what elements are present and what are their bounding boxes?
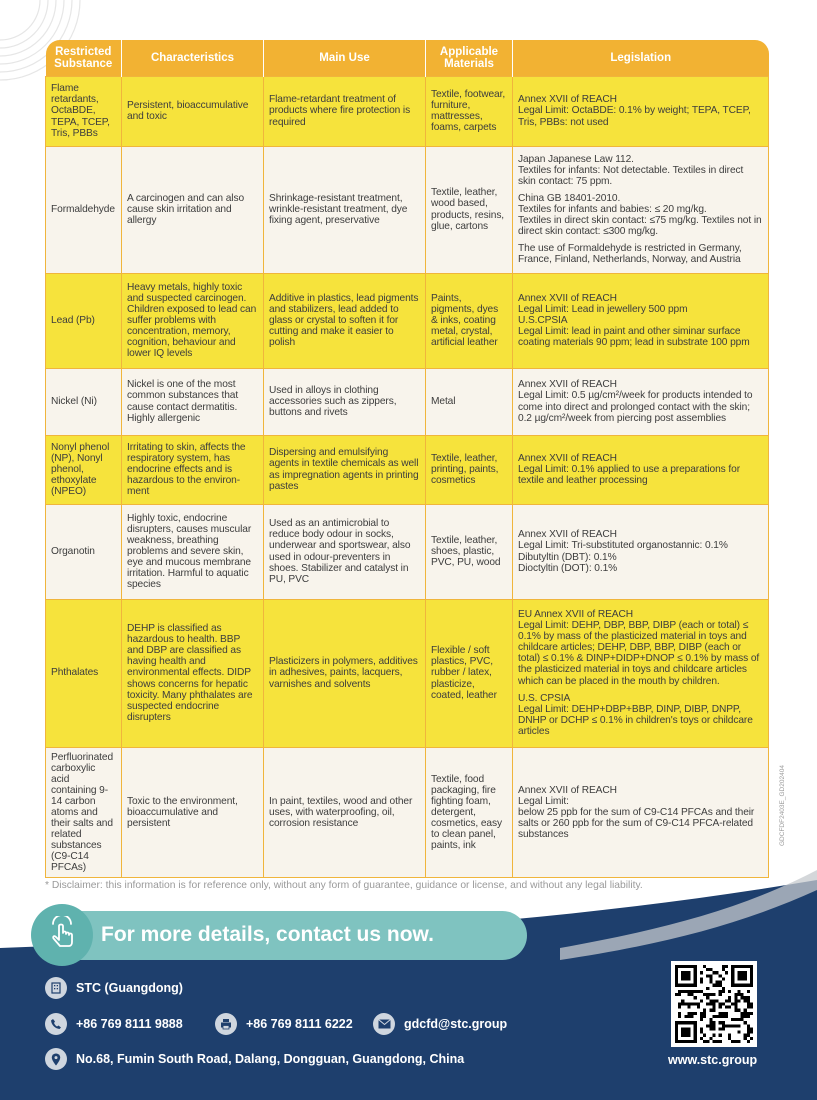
table-header-row	[46, 40, 769, 76]
table-body	[46, 76, 769, 877]
cell-substance: Lead (Pb)	[46, 273, 122, 368]
table-row	[46, 273, 769, 368]
email-address[interactable]: gdcfd@stc.group	[404, 1017, 508, 1031]
cell-substance: Perfluorinated carboxylic acid containing 9-14 carbon atoms and their salts and related substances (C9-C14 PFCAs)	[46, 747, 122, 877]
fax-icon	[215, 1013, 237, 1035]
email-row[interactable]	[373, 1013, 507, 1035]
cell-legislation	[513, 76, 769, 146]
disclaimer-text: * Disclaimer: this information is for reference only, without any form of guarantee, guidance or license, and without any legal liability.	[45, 880, 643, 891]
address-row	[45, 1048, 464, 1070]
cell-materials: Textile, food packaging, fire fighting foam, detergent, cosmetics, easy to clean panel, paints, ink	[426, 747, 513, 877]
legislation-paragraph: U.S. CPSIA Legal Limit: DEHP+DBP+BBP, DINP, DIBP, DNPP, DNHP or DCHP ≤ 0.1% in children's toys or childcare articles	[518, 692, 753, 737]
table-row	[46, 504, 769, 599]
document-id: GDCFDF2403E_GD202404	[779, 765, 786, 846]
cell-legislation	[513, 747, 769, 877]
restricted-substances-table	[45, 40, 769, 878]
cell-substance: Nonyl phenol (NP), Nonyl phenol, ethoxylate (NPEO)	[46, 435, 122, 504]
cell-main-use: In paint, textiles, wood and other uses, with waterproofing, oil, corrosion resistance	[264, 747, 426, 877]
cell-materials: Textile, footwear, furniture, mattresses, foams, carpets	[426, 76, 513, 146]
cell-main-use: Additive in plastics, lead pigments and stabilizers, lead added to glass or crystal to soften it for cutting and make it easier to polish	[264, 273, 426, 368]
legislation-paragraph: Annex XVII of REACH Legal Limit: Lead in jewellery 500 ppm U.S.CPSIA Legal Limit: lead in paint and other siminar surface coating materials 90 ppm; lead in substrate 100 ppm	[518, 292, 750, 349]
qr-code[interactable]	[671, 961, 757, 1047]
cell-legislation	[513, 273, 769, 368]
phone-icon	[45, 1013, 67, 1035]
website-link[interactable]: www.stc.group	[668, 1053, 758, 1067]
fax-number[interactable]: +86 769 8111 6222	[246, 1017, 353, 1031]
company-name: STC (Guangdong)	[76, 981, 183, 995]
cell-materials: Paints, pigments, dyes & inks, coating metal, crystal, artificial leather	[426, 273, 513, 368]
location-pin-icon	[45, 1048, 67, 1070]
cell-materials: Textile, leather, shoes, plastic, PVC, PU, wood	[426, 504, 513, 599]
cell-main-use: Flame-retardant treatment of products where fire protection is required	[264, 76, 426, 146]
table-row	[46, 599, 769, 747]
header-characteristics: Characteristics	[122, 40, 264, 76]
contact-cta-text[interactable]: For more details, contact us now.	[101, 923, 434, 946]
cell-legislation	[513, 435, 769, 504]
cell-main-use: Used in alloys in clothing accessories such as zippers, buttons and rivets	[264, 368, 426, 435]
cell-legislation	[513, 146, 769, 273]
cell-characteristics: Persistent, bioaccumulative and toxic	[122, 76, 264, 146]
cell-substance: Nickel (Ni)	[46, 368, 122, 435]
restricted-substances-table-container	[45, 40, 768, 878]
cell-substance: Organotin	[46, 504, 122, 599]
cell-characteristics: Irritating to skin, affects the respiratory system, has endocrine effects and is hazardous to the environ-ment	[122, 435, 264, 504]
cell-legislation	[513, 368, 769, 435]
cell-substance: Formaldehyde	[46, 146, 122, 273]
legislation-paragraph: EU Annex XVII of REACH Legal Limit: DEHP, DBP, BBP, DIBP (each or total) ≤ 0.1% by mass of the plasticized material in toys and childcare articles; DEHP, DBP, BBP, DIBP (each or total) ≤ 0.1% & DINP+DIDP+DNOP ≤ 0.1% by mass of the plasticized material in toys and childcare articles which can be placed in the mouth by children.	[518, 609, 760, 687]
cell-substance: Flame retardants, OctaBDE, TEPA, TCEP, Tris, PBBs	[46, 76, 122, 146]
cell-characteristics: Highly toxic, endocrine disrupters, causes muscular weakness, breathing problems and severe skin, eye and mucous membrane irritation. Harmful to aquatic species	[122, 504, 264, 599]
cell-materials: Textile, leather, wood based, products, resins, glue, cartons	[426, 146, 513, 273]
cell-characteristics: DEHP is classified as hazardous to health. BBP and DBP are classified as having health and environmental effects. DIDP shows concerns for hepatic toxicity. Many phthalates are suspected endocrine disrupters	[122, 599, 264, 747]
legislation-paragraph: China GB 18401-2010. Textiles for infants and babies: ≤ 20 mg/kg. Textiles in direct skin contact: ≤75 mg/kg. Textiles not in direct skin contact: ≤300 mg/kg.	[518, 192, 762, 238]
company-row	[45, 977, 183, 999]
legislation-paragraph: Annex XVII of REACH Legal Limit: 0.1% applied to use a preparations for textile and leather processing	[518, 452, 740, 486]
cell-characteristics: A carcinogen and can also cause skin irritation and allergy	[122, 146, 264, 273]
cell-main-use: Shrinkage-resistant treatment, wrinkle-resistant treatment, dye fixing agent, preservative	[264, 146, 426, 273]
header-legislation: Legislation	[513, 40, 769, 76]
cell-materials: Flexible / soft plastics, PVC, rubber / latex, plasticize, coated, leather	[426, 599, 513, 747]
building-icon	[45, 977, 67, 999]
cell-materials: Metal	[426, 368, 513, 435]
email-icon	[373, 1013, 395, 1035]
header-applicable-materials: Applicable Materials	[426, 40, 513, 76]
address-text: No.68, Fumin South Road, Dalang, Dongguan, Guangdong, China	[76, 1052, 465, 1066]
cell-main-use: Plasticizers in polymers, additives in adhesives, paints, lacquers, varnishes and solvents	[264, 599, 426, 747]
phone-row[interactable]	[45, 1013, 183, 1035]
cell-legislation	[513, 504, 769, 599]
cell-main-use: Dispersing and emulsifying agents in textile chemicals as well as impregnation agents in printing pastes	[264, 435, 426, 504]
header-main-use: Main Use	[264, 40, 426, 76]
cell-main-use: Used as an antimicrobial to reduce body odour in socks, underwear and sportswear, also used in odour-preventers in shoes. Stabilizer and catalyst in PU, PVC	[264, 504, 426, 599]
legislation-paragraph: Annex XVII of REACH Legal Limit: OctaBDE: 0.1% by weight; TEPA, TCEP, Tris, PBBs: not used	[518, 94, 751, 128]
fax-row[interactable]	[215, 1013, 353, 1035]
table-row	[46, 368, 769, 435]
table-row	[46, 76, 769, 146]
cell-legislation	[513, 599, 769, 747]
legislation-paragraph: Annex XVII of REACH Legal Limit: Tri-substituted organostannic: 0.1% Dibutyltin (DBT): 0.1% Dioctyltin (DOT): 0.1%	[518, 529, 728, 574]
table-row	[46, 435, 769, 504]
legislation-paragraph: Japan Japanese Law 112. Textiles for infants: Not detectable. Textiles in direct skin contact: 75 ppm.	[518, 153, 744, 187]
legislation-paragraph: Annex XVII of REACH Legal Limit: below 25 ppb for the sum of C9-C14 PFCAs and their salts or 260 ppb for the sum of C9-C14 PFCA-related substances	[518, 784, 755, 840]
cell-substance: Phthalates	[46, 599, 122, 747]
legislation-paragraph: The use of Formaldehyde is restricted in Germany, France, Finland, Netherlands, Norway, and Austria	[518, 243, 742, 266]
cell-characteristics: Nickel is one of the most common substances that cause contact dermatitis. Highly allergenic	[122, 368, 264, 435]
phone-number[interactable]: +86 769 8111 9888	[76, 1017, 183, 1031]
header-restricted-substance: Restricted Substance	[46, 40, 122, 76]
cell-characteristics: Heavy metals, highly toxic and suspected carcinogen. Children exposed to lead can suffer problems with concentration, memory, cognition, behaviour and lower IQ levels	[122, 273, 264, 368]
cell-materials: Textile, leather, printing, paints, cosmetics	[426, 435, 513, 504]
table-row	[46, 146, 769, 273]
table-row	[46, 747, 769, 877]
pointing-hand-icon	[31, 904, 93, 966]
cell-characteristics: Toxic to the environment, bioaccumulative and persistent	[122, 747, 264, 877]
legislation-paragraph: Annex XVII of REACH Legal Limit: 0.5 µg/cm²/week for products intended to come into direct and prolonged contact with the skin; 0.2 µg/cm²/week from piercing post assemblies	[518, 379, 753, 424]
